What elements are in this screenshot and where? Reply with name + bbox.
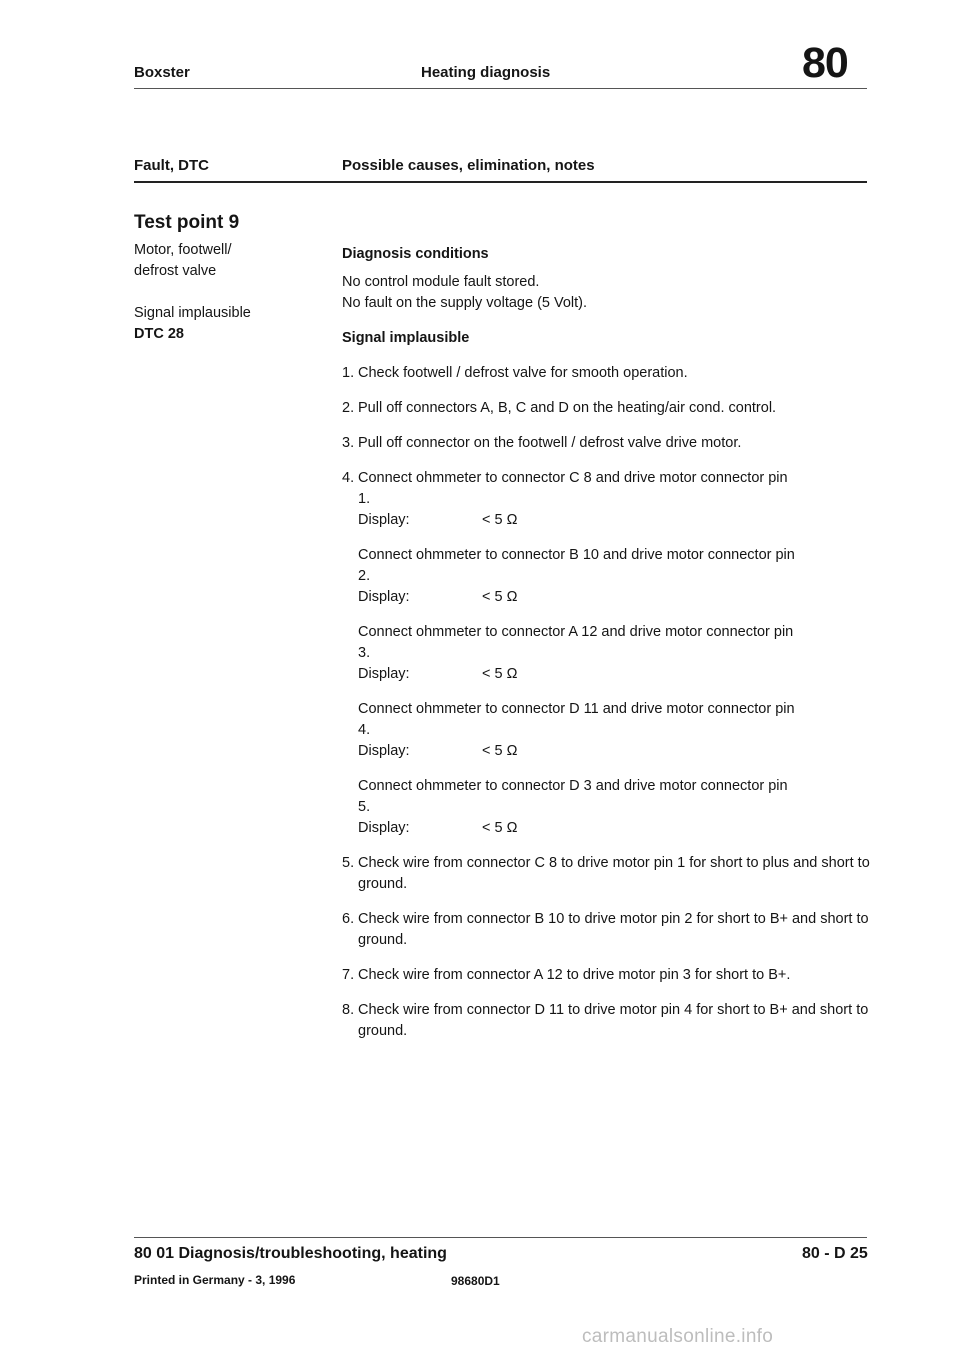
- column-divider: [134, 181, 867, 183]
- step-number: 5.: [342, 855, 355, 871]
- header-title: Heating diagnosis: [421, 64, 551, 81]
- step-number: 2.: [342, 400, 355, 416]
- display-reading: [358, 587, 872, 608]
- measurement-block: [358, 699, 872, 762]
- step-text: Pull off connector on the footwell / defrost valve drive motor.: [358, 435, 742, 451]
- measurement-block: [358, 622, 872, 685]
- conditions-heading: Diagnosis conditions: [342, 246, 489, 262]
- step-text: Check wire from connector D 11 to drive motor pin 4 for short to B+ and short to ground.: [358, 1002, 869, 1039]
- chapter-number: 80: [802, 39, 848, 87]
- step-number: 8.: [342, 1002, 355, 1018]
- procedure-content: [342, 244, 872, 1042]
- test-point-title: Test point 9: [134, 212, 240, 233]
- step-text: Check wire from connector C 8 to drive motor pin 1 for short to plus and short to ground.: [358, 855, 870, 892]
- step-number: 1.: [342, 365, 355, 381]
- condition-line: No control module fault stored.: [342, 274, 540, 290]
- display-reading: [358, 664, 872, 685]
- step-number: 7.: [342, 967, 355, 983]
- display-label: Display:: [358, 743, 410, 759]
- display-reading: [358, 741, 872, 762]
- display-value: < 5 Ω: [482, 743, 518, 759]
- header-model: Boxster: [134, 64, 190, 81]
- measurement-instruction: Connect ohmmeter to connector A 12 and drive motor connector pin 3.: [358, 624, 794, 661]
- measurement-instruction: Connect ohmmeter to connector D 11 and drive motor connector pin 4.: [358, 701, 795, 738]
- measurement-block: [358, 545, 872, 608]
- fault-line: defrost valve: [134, 263, 217, 279]
- step-text: [358, 468, 872, 531]
- step-text: Check wire from connector B 10 to drive motor pin 2 for short to B+ and short to ground.: [358, 911, 869, 948]
- step-5: [342, 853, 872, 895]
- document-code: 98680D1: [451, 1274, 500, 1288]
- print-info: Printed in Germany - 3, 1996: [134, 1273, 296, 1287]
- watermark: carmanualsonline.info: [582, 1326, 774, 1347]
- column-heading-fault: Fault, DTC: [134, 157, 209, 174]
- step-7: [342, 965, 872, 986]
- measurement-instruction: Connect ohmmeter to connector D 3 and drive motor connector pin 5.: [358, 778, 788, 815]
- step-number: 4.: [342, 470, 355, 486]
- dtc-code: DTC 28: [134, 326, 184, 342]
- step-number: 6.: [342, 911, 355, 927]
- fault-line: [134, 282, 324, 303]
- step-6: [342, 909, 872, 951]
- step-text: Check wire from connector A 12 to drive motor pin 3 for short to B+.: [358, 967, 791, 983]
- step-4-instruction: Connect ohmmeter to connector C 8 and drive motor connector pin 1.: [358, 470, 788, 507]
- footer-section: 80 01 Diagnosis/troubleshooting, heating: [134, 1245, 447, 1262]
- display-label: Display:: [358, 666, 410, 682]
- display-value: < 5 Ω: [482, 820, 518, 836]
- signal-heading: Signal implausible: [342, 330, 470, 346]
- display-value: < 5 Ω: [482, 666, 518, 682]
- header-divider: [134, 88, 867, 89]
- display-label: Display:: [358, 512, 410, 528]
- measurement-block: [358, 776, 872, 839]
- fault-description: [134, 240, 324, 345]
- fault-line: Motor, footwell/: [134, 242, 232, 258]
- page-number: 80 - D 25: [802, 1245, 868, 1262]
- step-text: Pull off connectors A, B, C and D on the heating/air cond. control.: [358, 400, 777, 416]
- step-1: [342, 363, 872, 384]
- step-number: 3.: [342, 435, 355, 451]
- display-value: < 5 Ω: [482, 512, 518, 528]
- measurement-instruction: Connect ohmmeter to connector B 10 and drive motor connector pin 2.: [358, 547, 795, 584]
- display-reading: [358, 818, 872, 839]
- step-text: Check footwell / defrost valve for smooth operation.: [358, 365, 688, 381]
- column-heading-causes: Possible causes, elimination, notes: [342, 157, 595, 174]
- step-4: [342, 468, 872, 531]
- display-reading: [358, 510, 872, 531]
- fault-line: Signal implausible: [134, 305, 251, 321]
- step-2: [342, 398, 872, 419]
- step-3: [342, 433, 872, 454]
- display-label: Display:: [358, 820, 410, 836]
- footer-divider: [134, 1237, 867, 1238]
- display-value: < 5 Ω: [482, 589, 518, 605]
- step-8: [342, 1000, 872, 1042]
- condition-line: No fault on the supply voltage (5 Volt).: [342, 295, 588, 311]
- display-label: Display:: [358, 589, 410, 605]
